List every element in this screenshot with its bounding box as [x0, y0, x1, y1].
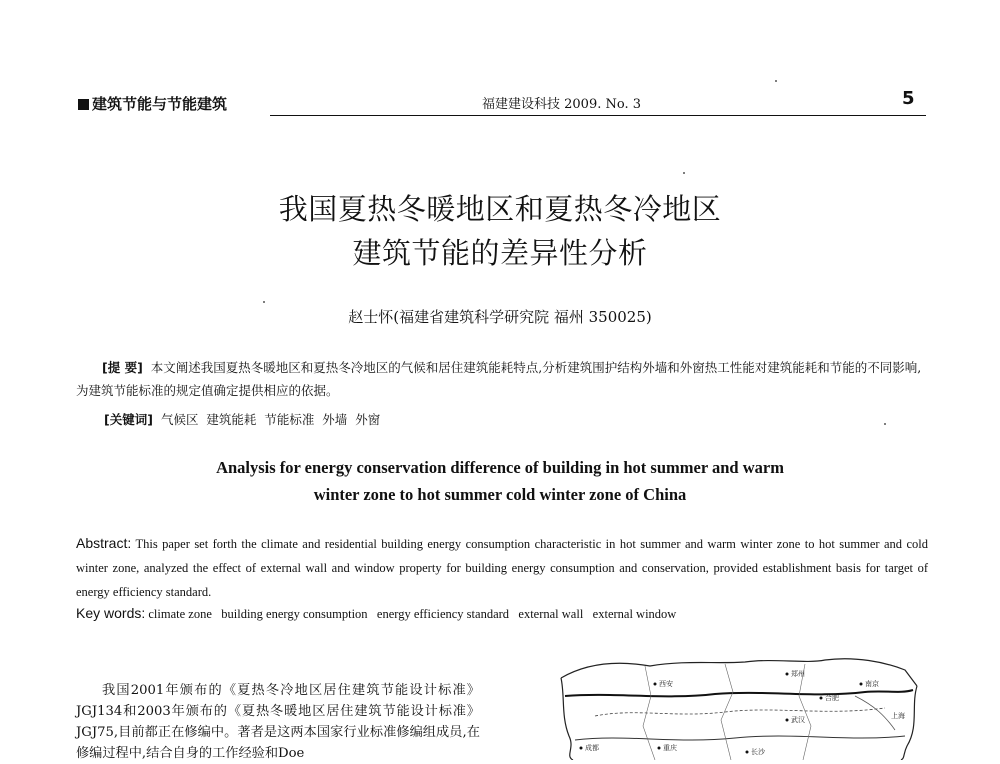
english-title-line-2: winter zone to hot summer cold winter zone of China: [313, 485, 687, 504]
city-dot: [658, 747, 661, 750]
map-label: 上海: [891, 712, 905, 720]
keywords-cn-text: 气候区 建筑能耗 节能标准 外墙 外窗: [160, 412, 381, 427]
map-label: 长沙: [751, 748, 765, 756]
map-label: 南京: [865, 680, 879, 688]
header-rule: [270, 115, 926, 116]
abstract-cn-label: [提 要]: [102, 360, 143, 375]
section-name: 建筑节能与节能建筑: [92, 95, 228, 113]
city-dot: [746, 751, 749, 754]
city-dot: [786, 673, 789, 676]
english-title: [0, 454, 1000, 508]
climate-zone-map: [555, 656, 925, 760]
english-title-line-1: Analysis for energy conservation difference of building in hot summer and warm: [216, 458, 784, 477]
paper-title: [0, 187, 1000, 275]
map-background: [555, 656, 925, 760]
map-label: 合肥: [825, 694, 839, 702]
abstract-cn: [76, 356, 928, 402]
keywords-en-label: Key words:: [76, 605, 146, 621]
map-label: 成都: [585, 744, 599, 752]
author-line: 赵士怀(福建省建筑科学研究院 福州 350025): [348, 308, 652, 326]
scan-speck: [263, 301, 265, 303]
journal-info: 福建建设科技 2009. No. 3: [482, 97, 641, 112]
scan-speck: [775, 80, 777, 82]
abstract-en: [76, 531, 928, 604]
scan-speck: [683, 172, 685, 174]
body-paragraph: 我国2001年颁布的《夏热冬冷地区居住建筑节能设计标准》JGJ134和2003年颁布的《夏热冬暖地区居住建筑节能设计标准》JGJ75,目前都正在修编中。著者是这两本国家行业标准修编组成员,在修编过程中,结合自身的工作经验和Doe: [76, 683, 480, 761]
city-dot: [654, 683, 657, 686]
map-label: 郑州: [791, 670, 805, 678]
city-dot: [580, 747, 583, 750]
city-dot: [820, 697, 823, 700]
black-square-icon: [78, 99, 89, 110]
abstract-en-text: This paper set forth the climate and residential building energy consumption characteristic in hot summer and warm winter zone to hot summer and cold winter zone, analyzed the effect of external wall and window property for building energy consumption and conservation, provided establishment basis for target of energy efficiency standard.: [76, 537, 928, 599]
keywords-en: [76, 605, 928, 622]
map-label: 武汉: [791, 716, 805, 724]
keywords-cn-label: [关键词]: [104, 412, 153, 427]
map-label: 重庆: [663, 744, 677, 752]
map-label: 西安: [659, 680, 673, 688]
abstract-cn-text: 本文阐述我国夏热冬暖地区和夏热冬冷地区的气候和居住建筑能耗特点,分析建筑围护结构外墙和外窗热工性能对建筑能耗和节能的不同影响,为建筑节能标准的规定值确定提供相应的依据。: [76, 360, 922, 398]
keywords-en-text: climate zone building energy consumption energy efficiency standard external wall external window: [148, 607, 677, 621]
keywords-cn: [104, 408, 904, 431]
section-header: [78, 93, 227, 114]
page-number: 5: [902, 88, 915, 109]
title-line-1: 我国夏热冬暖地区和夏热冬冷地区: [278, 192, 722, 226]
scan-speck: [884, 423, 886, 425]
city-dot: [786, 719, 789, 722]
title-line-2: 建筑节能的差异性分析: [352, 236, 648, 270]
abstract-en-label: Abstract:: [76, 535, 132, 551]
city-dot: [860, 683, 863, 686]
